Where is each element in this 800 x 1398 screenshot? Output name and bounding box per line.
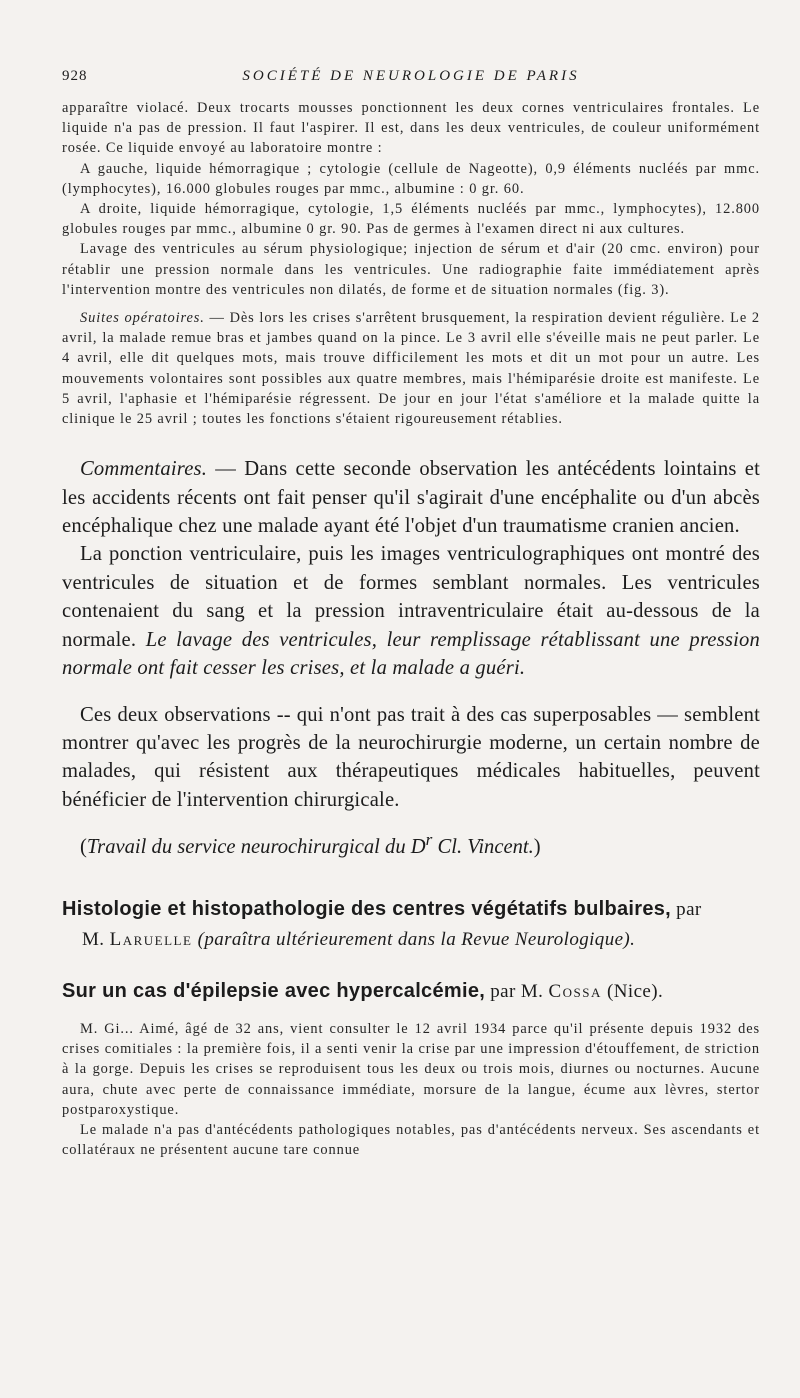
article-1-author: Laruelle bbox=[109, 928, 193, 950]
article-2-author: Cossa bbox=[548, 980, 602, 1002]
credit-close: ) bbox=[533, 835, 541, 858]
obs-paragraph-1: apparaître violacé. Deux trocarts mousses ponctionnent les deux cornes ventriculaires frontales. Le liquide n'a pas de pression. Il faut l'aspirer. Il est, dans les deux ventricules, de couleur uniformément rosée. Ce liquide envoyé au laboratoire montre : bbox=[62, 100, 760, 157]
article-1-m: M. bbox=[82, 928, 110, 950]
article-1-title: Histologie et histopathologie des centres végétatifs bulbaires, bbox=[62, 897, 672, 920]
case-paragraph-2: Le malade n'a pas d'antécédents pathologiques notables, pas d'antécédents nerveux. Ses ascendants et collatéraux ne présentent aucune tare connue bbox=[62, 1122, 760, 1159]
ponction-text: La ponction ventriculaire, puis les images ventriculographiques ont montré des ventricules de situation et de formes semblant normales. Les ventricules contenaient du sang et la pression intraventriculaire était au-dessous de la normale. bbox=[62, 543, 760, 651]
suites-label: Suites opératoires. bbox=[80, 310, 205, 327]
obs-paragraph-4: Lavage des ventricules au sérum physiologique; injection de sérum et d'air (20 cmc. environ) pour rétablir une pression normale dans les ventricules. Une radiographie faite immédiatement après l'intervention montre des ventricules non dilatés, de forme et de situation normales (fig. 3). bbox=[62, 241, 760, 298]
suites-operatoires bbox=[62, 308, 760, 429]
credit-open: ( bbox=[80, 835, 87, 858]
obs-paragraph-2: A gauche, liquide hémorragique ; cytologie (cellule de Nageotte), 0,9 éléments nucléés par mmc. (lymphocytes), 16.000 globules rouges par mmc., albumine : 0 gr. 60. bbox=[62, 160, 760, 197]
conclusion-paragraph: Ces deux observations -- qui n'ont pas trait à des cas superposables — semblent montrer qu'avec les progrès de la neurochirurgie moderne, un certain nombre de malades, qui résistent aux thérapeutiques médicales habituelles, peuvent bénéficier de l'intervention chirurgicale. bbox=[62, 703, 760, 811]
article-1-note: (paraîtra ultérieurement dans la Revue Neurologique). bbox=[192, 928, 636, 950]
credit-sup: r bbox=[425, 830, 433, 850]
commentaires-paragraph bbox=[62, 455, 760, 540]
ponction-paragraph bbox=[62, 540, 760, 682]
document-page bbox=[62, 68, 760, 1160]
suites-text: — Dès lors les crises s'arrêtent brusquement, la respiration devient régulière. Le 2 avril, la malade remue bras et jambes quand on la pince. Le 3 avril elle s'éveille mais ne peut parler. Le 4 avril, elle dit quelques mots, mais trouve difficilement les mots et dit un mot pour un autre. Les mouvements volontaires sont possibles aux quatre membres, mais l'hémiparésie droite est manifeste. Le 5 avril, l'aphasie et l'hémiparésie régressent. De jour en jour l'état s'améliore et la malade quitte la clinique le 25 avril ; toutes les fonctions s'étaient rigoureusement rétablies. bbox=[62, 310, 761, 428]
commentaires-label: Commentaires. bbox=[80, 458, 208, 481]
credit-line bbox=[62, 826, 760, 861]
article-2-title: Sur un cas d'épilepsie avec hypercalcémie, bbox=[62, 979, 486, 1002]
page-number: 928 bbox=[62, 68, 88, 84]
article-epilepsie bbox=[62, 977, 760, 1160]
article-2-place: (Nice). bbox=[601, 980, 664, 1002]
page-header bbox=[62, 68, 760, 98]
credit-italic: Travail du service neurochirurgical du D bbox=[86, 835, 426, 858]
running-title: SOCIÉTÉ DE NEUROLOGIE DE PARIS bbox=[242, 68, 580, 84]
ponction-italic: Le lavage des ventricules, leur remplissage rétablissant une pression normale ont fait cesser les crises, et la malade a guéri. bbox=[62, 628, 760, 680]
article-1-par: par bbox=[671, 898, 702, 920]
article-histologie bbox=[62, 895, 760, 955]
obs-paragraph-3: A droite, liquide hémorragique, cytologie, 1,5 éléments nucléés par mmc., lymphocytes), 12.800 globules rouges par mmc., albumine 0 gr. 90. Pas de germes à l'examen direct ni aux cultures. bbox=[62, 201, 760, 238]
credit-italic-2: Cl. Vincent. bbox=[432, 835, 534, 858]
case-paragraph-1: M. Gi... Aimé, âgé de 32 ans, vient consulter le 12 avril 1934 parce qu'il présente depuis 1932 des crises comitiales : la première fois, il a senti venir la crise par une impression d'étouffement, de striction à la gorge. Depuis les crises se reproduisent tous les deux ou trois mois, diurnes ou nocturnes. Aucune aura, chute avec perte de connaissance immédiate, morsure de la langue, écume aux lèvres, stertor postparoxystique. bbox=[62, 1020, 760, 1118]
commentaires-text: — Dans cette seconde observation les antécédents lointains et les accidents récents ont fait penser qu'il s'agirait d'une encéphalite ou d'un abcès encéphalique chez une malade ayant été l'objet d'un traumatisme cranien ancien. bbox=[62, 458, 760, 538]
observation-block bbox=[62, 98, 760, 429]
article-2-par: par M. bbox=[485, 980, 549, 1002]
